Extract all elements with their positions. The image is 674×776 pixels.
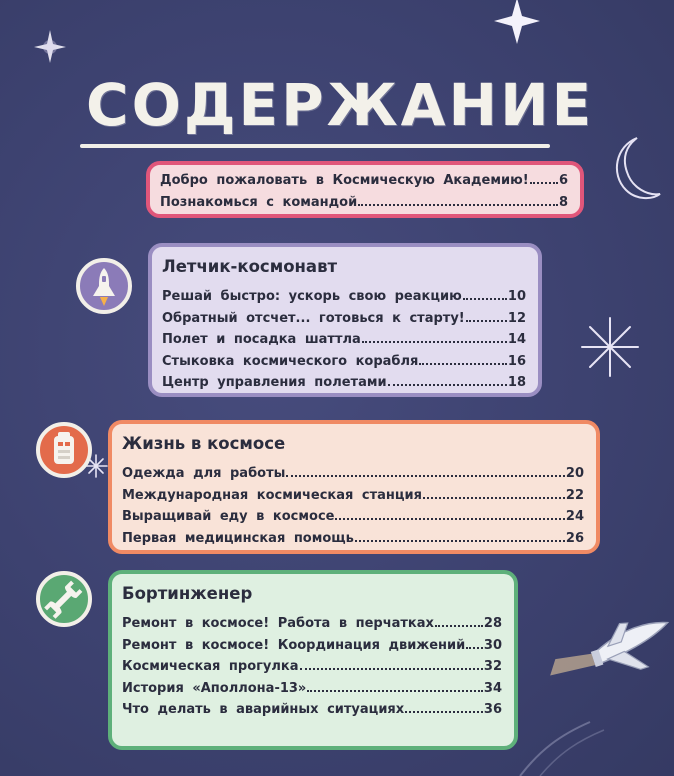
leader-dots (388, 372, 507, 386)
toc-page-number: 6 (558, 173, 568, 188)
toc-entry[interactable] (162, 351, 526, 373)
toc-page-number: 24 (565, 509, 584, 524)
toc-entry-label: Центр управления полетами (162, 375, 387, 390)
toc-page-number: 20 (565, 466, 584, 481)
section-heading: Бортинженер (122, 584, 253, 603)
toc-page-number: 12 (507, 310, 526, 326)
leader-dots (307, 678, 483, 692)
leader-dots (335, 506, 564, 520)
leader-dots (463, 286, 507, 300)
intro-box (146, 161, 584, 218)
section-flight-engineer (108, 570, 518, 750)
leader-dots (358, 192, 558, 206)
sparkle-star-icon (582, 318, 638, 376)
toc-entry-label: Полет и посадка шаттла (162, 332, 361, 347)
toc-page-number: 26 (565, 530, 584, 546)
toc-entry-label: Добро пожаловать в Космическую Академию! (160, 173, 529, 188)
section-heading: Жизнь в космосе (122, 434, 286, 453)
toc-entry-label: Обратный отсчет... готовься к старту! (162, 310, 465, 326)
leader-dots (286, 463, 565, 477)
leader-dots (466, 635, 483, 649)
toc-entry-label: Что делать в аварийных ситуациях (122, 702, 405, 717)
toc-entry[interactable] (122, 699, 502, 721)
leader-dots (466, 308, 507, 322)
section-heading: Летчик-космонавт (162, 257, 338, 276)
toc-entry-label: Международная космическая станция (122, 487, 422, 503)
leader-dots (355, 528, 565, 542)
leader-dots (435, 613, 483, 627)
toc-entry-label: Космическая прогулка (122, 659, 299, 674)
leader-dots (300, 656, 483, 670)
toc-entry[interactable] (162, 286, 526, 308)
toc-entry-label: Первая медицинская помощь (122, 530, 354, 546)
spacesuit-backpack-icon (36, 422, 92, 478)
toc-page-number: 10 (507, 289, 526, 304)
page-title: СОДЕРЖАНИЕ (86, 71, 595, 139)
toc-entry[interactable] (122, 656, 502, 678)
sparkle-star-icon (494, 0, 540, 44)
toc-entry-label: Стыковка космического корабля (162, 353, 419, 369)
toc-page-number: 16 (507, 353, 526, 369)
toc-entry[interactable] (122, 678, 502, 700)
title-underline (80, 144, 550, 148)
toc-entry-label: Решай быстро: ускорь свою реакцию (162, 289, 462, 304)
toc-entry-label: Познакомься с командой (160, 194, 358, 210)
wrench-icon (36, 571, 92, 627)
toc-entry[interactable] (122, 506, 584, 528)
space-shuttle-icon (76, 258, 132, 314)
toc-page-number: 30 (483, 637, 502, 653)
toc-entry-label: Ремонт в космосе! Координация движений (122, 637, 466, 653)
section-life-in-space (108, 420, 600, 554)
crescent-moon-icon (617, 138, 660, 198)
toc-entry[interactable] (160, 192, 568, 214)
toc-entry[interactable] (122, 613, 502, 635)
toc-entry-label: История «Аполлона-13» (122, 680, 307, 696)
toc-entry-label: Ремонт в космосе! Работа в перчатках (122, 616, 434, 631)
toc-entry[interactable] (162, 329, 526, 351)
toc-page-number: 34 (483, 680, 502, 696)
leader-dots (419, 351, 507, 365)
toc-entry[interactable] (122, 485, 584, 507)
space-shuttle-icon (542, 609, 674, 696)
toc-entry[interactable] (162, 372, 526, 394)
toc-entry[interactable] (162, 308, 526, 330)
toc-entry[interactable] (122, 528, 584, 550)
leader-dots (405, 699, 483, 713)
toc-page-number: 22 (565, 487, 584, 503)
toc-page-number: 28 (483, 616, 502, 631)
toc-entry[interactable] (160, 170, 568, 192)
toc-page-number: 32 (483, 659, 502, 674)
leader-dots (530, 170, 558, 184)
toc-entry[interactable] (122, 463, 584, 485)
toc-entry-label: Выращивай еду в космосе (122, 509, 335, 524)
section-pilot (148, 243, 542, 397)
toc-page-number: 18 (507, 375, 526, 390)
toc-page-number: 14 (507, 332, 526, 347)
toc-page-number: 8 (558, 194, 568, 210)
leader-dots (423, 485, 565, 499)
toc-entry-label: Одежда для работы (122, 466, 286, 481)
toc-entry[interactable] (122, 635, 502, 657)
toc-page-number: 36 (483, 702, 502, 717)
leader-dots (362, 329, 507, 343)
